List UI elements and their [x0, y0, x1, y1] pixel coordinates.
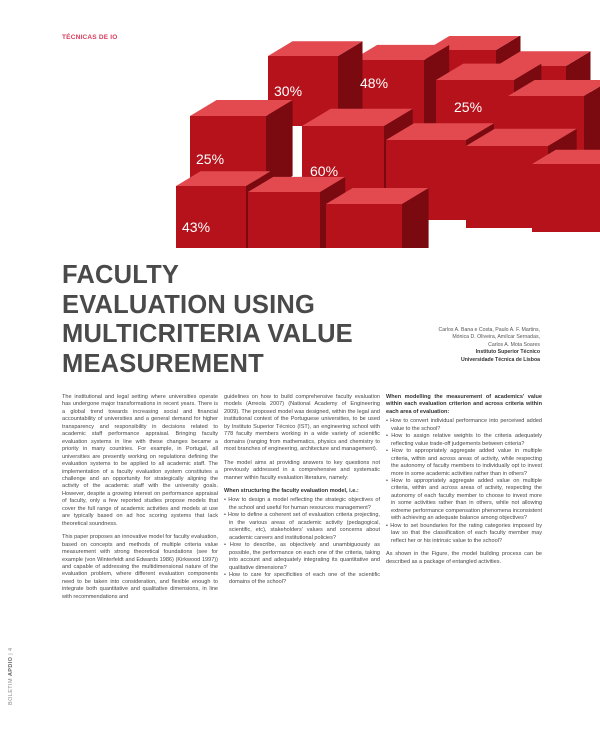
list-item: • How to care for specificities of each one of the scientific domains of the school?: [224, 571, 380, 586]
sidebar-prefix: BOLETIM: [8, 678, 14, 705]
column-1: [62, 394, 218, 607]
cube-percent-label: 25%: [454, 99, 483, 115]
paragraph: This paper proposes an innovative model for faculty evaluation, based on concepts and methods of multiple criteria value measurement with strong theoretical foundations (see for example (von Winterfeldt and Edwards 1986) (Kirkwood 1997)) and capable of addressing the multidimensional nature of the evaluation problem, where different evaluation components need to be taken into consideration, and flexible enough to integrate both quantitative and qualitative dimensions, in line with recommendations and: [62, 534, 218, 600]
title-line: FACULTY: [62, 261, 180, 289]
page-number: 4: [8, 647, 14, 651]
affiliation-line: Instituto Superior Técnico: [475, 349, 540, 356]
list-item: • How to design a model reflecting the strategic objectives of the school and useful for human resources management?: [224, 497, 380, 511]
list-item: • How to appropriately aggregate added value in multiple criteria, within and across areas of activity, while respecting the autonomy of faculty members to individually opt to invest more in some academic activities rather than in others?: [386, 448, 542, 477]
hero-image-red-cubes: [176, 36, 600, 248]
paragraph: guidelines on how to build comprehensive faculty evaluation models (Arreola 2007) (National Academy of Engineering 2009). The proposed model was designed, within the legal and institutional context of the Portuguese universities, to be used by Instituto Superior Técnico (IST), an engineering school with 778 faculty members working in a wide variety of scientific domains (ranging from mathematics, physics and chemistry to most branches of engineering, architecture and management).: [224, 394, 380, 453]
question-list: [224, 497, 380, 586]
list-item: • How to describe, as objectively and unambiguously as possible, the performance on each one of the criteria, taking into account and adequately integrating its quantitative and qualitative dimensions?: [224, 542, 380, 571]
cube-front: [248, 192, 320, 248]
cube-front: [176, 186, 246, 248]
structuring-lead: When structuring the faculty evaluation model, i.e.:: [224, 487, 359, 494]
paragraph: The institutional and legal setting where universities operate has undergone major transformations in recent years. There is a global trend towards increasing social and financial accountability of universities and a general demand for higher transparency and responsibility in decisions related to academic staff performance appraisal. Bringing faculty evaluation systems in line with these changes became a priority in many countries. For example, in Portugal, all universities are presently working on regulations defining the evaluation systems to be applied to all academic staff. The implementation of a faculty evaluation system constitutes a challenge and an opportunity for strategically aligning the activity of the academic staff with the university goals. However, despite a growing interest on performance appraisal of faculty, only a few reported studies propose models that cover the full range of academic activities and models at use are typically based on ad hoc scoring systems that lack theoretical soundness.: [62, 394, 218, 527]
author-line: Mónica D. Oliveira, Amílcar Sernadas,: [452, 334, 540, 341]
section-label: TÉCNICAS DE IO: [62, 34, 118, 41]
list-item: • How to assign relative weights to the criteria adequately reflecting value trade-off judgements between criteria?: [386, 433, 542, 447]
cube-percent-label: 48%: [360, 75, 389, 91]
title-line: MULTICRITERIA VALUE: [62, 320, 353, 348]
column-3: [386, 394, 542, 572]
author-line: Carlos A. Bana e Costa, Paulo A. F. Martins,: [438, 327, 540, 333]
author-block: [340, 327, 540, 364]
title-line: MEASUREMENT: [62, 349, 264, 378]
sidebar-name: APDIO: [8, 656, 14, 677]
page-sidebar: BOLETIM APDIO | 4: [8, 647, 14, 705]
cube-percent-label: 30%: [274, 83, 303, 99]
paragraph: As shown in the Figure, the model building process can be described as a package of entangled activities.: [386, 551, 542, 565]
affiliation-line: Universidade Técnica de Lisboa: [461, 356, 540, 363]
list-item: • How to set boundaries for the rating categories imposed by law so that the classification of each faculty member may reflect her or his intrinsic value to the school?: [386, 522, 542, 544]
column-2: [224, 394, 380, 593]
cube-front: [326, 204, 402, 248]
author-line: Carlos A. Mota Soares: [488, 341, 540, 348]
list-item: • How to appropriately aggregate added value on multiple criteria, within and across areas of activity, respecting the autonomy of each faculty member to choose to invest more in some activities rather than in others, while not allowing extreme performance compensation phenomena inconsistent with achieving an adequate balance among objectives?: [386, 477, 542, 522]
list-item: • How to define a coherent set of evaluation criteria projecting, in the various areas of academic activity (pedagogical, scientific, etc), stakeholders' values and concerns about academic careers and institutional policies?: [224, 512, 380, 541]
cube-percent-label: 60%: [310, 163, 339, 179]
cube-front: [532, 164, 600, 232]
cube-percent-label: 43%: [182, 219, 211, 235]
cube-percent-label: 25%: [196, 151, 225, 167]
question-list: [386, 418, 542, 545]
modelling-lead: When modelling the measurement of academics' value within each evaluation criterion and across criteria within each area of evaluation:: [386, 394, 542, 415]
paragraph: The model aims at providing answers to key questions not previously addressed in a comprehensive and systematic manner within faculty evaluation literature, namely:: [224, 459, 380, 481]
list-item: • How to convert individual performance into perceived added value to the school?: [386, 418, 542, 432]
title-line: EVALUATION USING: [62, 290, 316, 319]
